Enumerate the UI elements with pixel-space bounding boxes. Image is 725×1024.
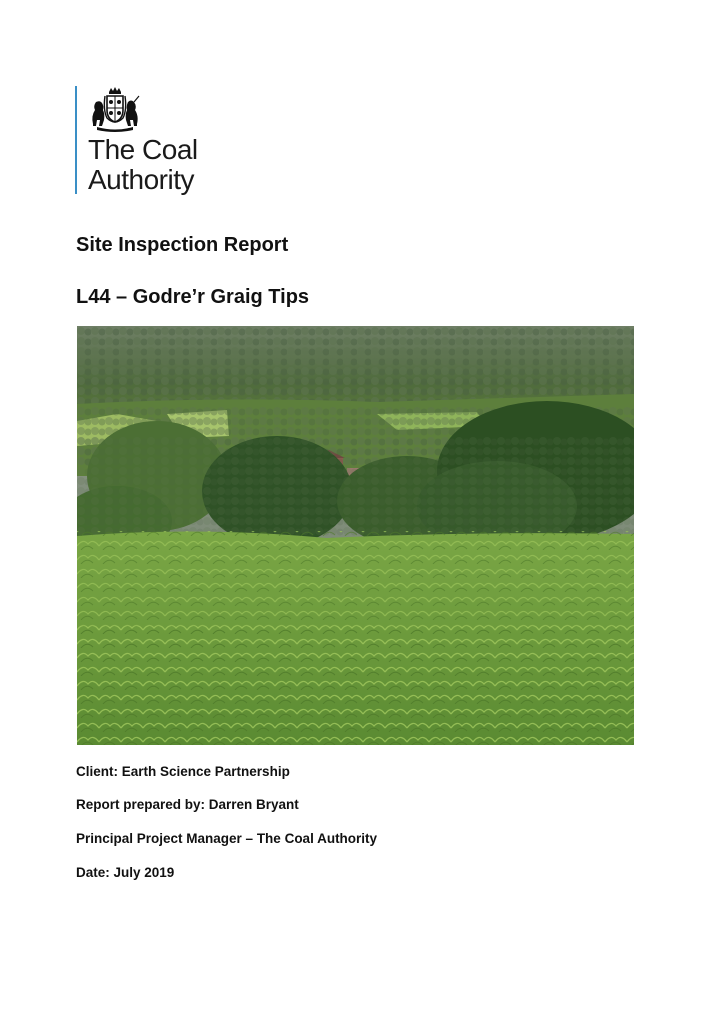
- landscape-photo-illustration: [77, 326, 634, 745]
- client-line: Client: Earth Science Partnership: [76, 764, 290, 779]
- cover-photo: [77, 326, 634, 745]
- organisation-logo: [75, 86, 275, 196]
- report-date-line: Date: July 2019: [76, 865, 175, 880]
- prepared-by-line: Report prepared by: Darren Bryant: [76, 797, 299, 812]
- organisation-name: The Coal Authority: [88, 134, 198, 195]
- report-type-heading: Site Inspection Report: [76, 234, 289, 256]
- logo-accent-rule: [75, 86, 77, 194]
- royal-coat-of-arms-icon: [87, 86, 143, 132]
- author-role-line: Principal Project Manager – The Coal Authority: [76, 831, 378, 846]
- report-title-heading: L44 – Godre’r Graig Tips: [76, 286, 310, 308]
